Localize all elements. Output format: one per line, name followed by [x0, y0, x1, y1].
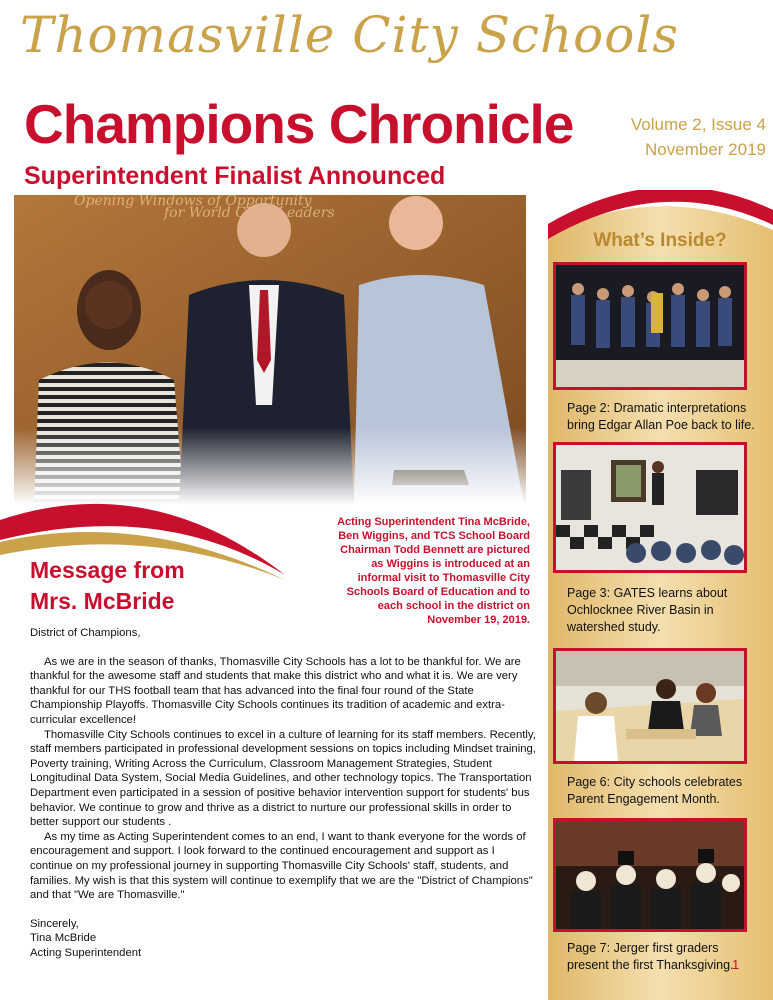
signature-name: Tina McBride — [30, 932, 97, 945]
message-paragraph-1: As we are in the season of thanks, Thomasville City Schools has a lot to be thankful for. We are thankful for the awesome staff and students that make this district who and what it is. We are very thankful for our THS football team that has advanced into the final four round of the State Championship Playoffs. Thomasville City Schools continues its tradition of academic and extra-curricular excellence! — [30, 655, 521, 726]
thumbnail-page-3[interactable] — [553, 442, 747, 573]
gates-photo — [556, 445, 744, 570]
thumbnail-caption-page-2: Page 2: Dramatic interpretations bring Edgar Allan Poe back to life. — [567, 401, 755, 432]
message-paragraph-3: As my time as Acting Superintendent comes to an end, I want to thank everyone for the words of encouragement and support. I look forward to the continued encouragement and support as I continue on my professional journey in supporting Thomasville City Schools' staff, students, and families. My wish is that this system will continue to exemplify that we are the "District of Champions" and that "We are Thomasville." — [30, 830, 533, 902]
masthead-logo: Thomasville City Schools — [20, 6, 680, 64]
parent-engagement-photo — [556, 651, 744, 761]
thanksgiving-photo — [556, 821, 744, 929]
thumbnail-page-6[interactable] — [553, 648, 747, 764]
page-number: 1 — [732, 957, 740, 972]
thumbnail-page-7[interactable] — [553, 818, 747, 932]
message-body — [30, 626, 540, 960]
thumbnail-caption-page-7: Page 7: Jerger first graders present the first Thanksgiving. — [567, 941, 734, 972]
message-greeting: District of Champions, — [30, 627, 141, 639]
thumbnail-caption-page-3: Page 3: GATES learns about Ochlocknee River Basin in watershed study. — [567, 586, 728, 634]
thumbnail-caption-page-6: Page 6: City schools celebrates Parent Engagement Month. — [567, 775, 743, 806]
issue-date: November 2019 — [645, 140, 766, 159]
message-heading-line-2: Mrs. McBride — [30, 588, 175, 614]
newsletter-title: Champions Chronicle — [24, 93, 574, 155]
lead-photo-illustration — [14, 195, 526, 505]
message-heading — [30, 555, 185, 617]
thumbnail-page-2[interactable] — [553, 262, 747, 390]
poe-photo — [556, 265, 744, 387]
volume-label: Volume 2, Issue 4 — [630, 115, 766, 134]
photo-caption: Acting Superintendent Tina McBride, Ben Wiggins, and TCS School Board Chairman Todd Bennett are pictured as Wiggins is introduced at an informal visit to Thomasville City Schools Board of Education and to each school in the district on November 19, 2019. — [337, 516, 530, 626]
signature-role: Acting Superintendent — [30, 946, 142, 959]
lead-headline: Superintendent Finalist Announced — [24, 162, 446, 190]
message-closing: Sincerely, — [30, 917, 79, 930]
message-heading-line-1: Message from — [30, 557, 185, 583]
sidebar-heading: What’s Inside? — [593, 230, 727, 251]
message-paragraph-2: Thomasville City Schools continues to excel in a culture of learning for its staff members. Recently, staff members participated in professional development sessions on topics including Mindset training, Poverty training, Writing Across the Curriculum, Classroom Management Strategies, Student Longitudinal Data System, Social Media Guidelines, and other technology topics. The Transportation Department even participated in a session of positive behavior intervention support for students' bus behavior. We continue to grow and thrive as a district to nurture our professional skills in order to better support our students . — [30, 728, 536, 829]
lead-photo — [14, 195, 526, 505]
issue-info — [606, 112, 766, 162]
